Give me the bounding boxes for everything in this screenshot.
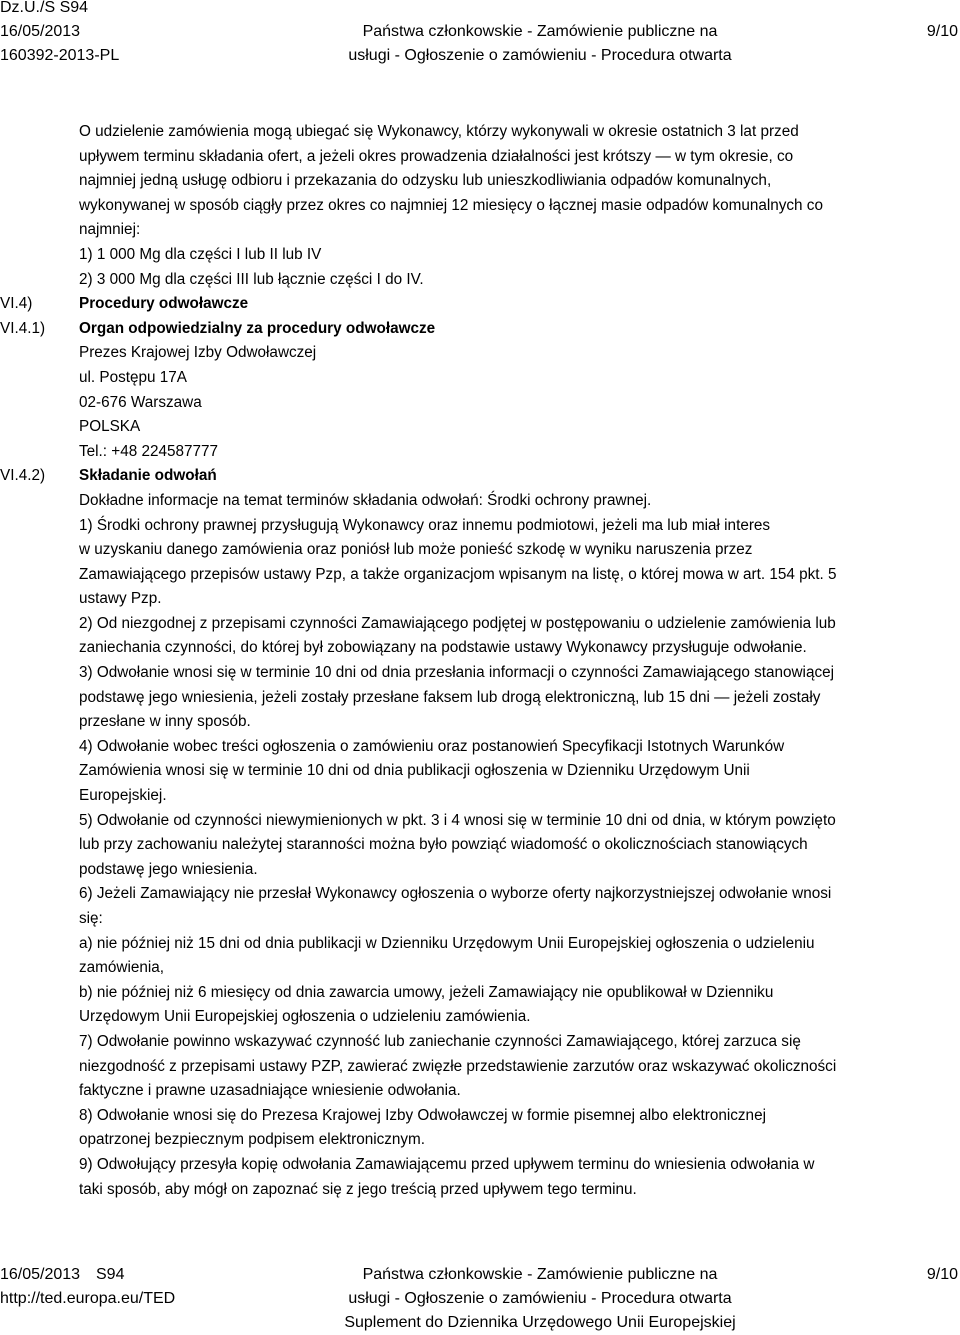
footer-title-line3: Suplement do Dziennika Urzędowego Unii Europejskiej [344, 1314, 736, 1331]
text-line: 5) Odwołanie od czynności niewymienionych w pkt. 3 i 4 wnosi się w terminie 10 dni od dnia, w którym powzięto [79, 811, 836, 829]
header-title-line1: Państwa członkowskie - Zamówienie publiczne na [362, 23, 718, 40]
section-heading: Procedury odwoławcze [79, 295, 249, 313]
section-heading: Organ odpowiedzialny za procedury odwoławcze [79, 319, 436, 337]
section-vi4 [0, 292, 960, 317]
text-line: Urzędowym Unii Europejskiej ogłoszenia o udzieleniu zamówienia. [79, 1008, 531, 1026]
text-line: 2) Od niezgodnej z przepisami czynności Zamawiającego podjętej w postępowaniu o udzielenie zamówienia lub [79, 614, 836, 632]
text-line: Zamówienia wnosi się w terminie 10 dni od dnia publikacji ogłoszenia w Dzienniku Urzędowym Unii [79, 762, 750, 780]
footer-date: 16/05/2013 [0, 1266, 81, 1283]
text-line: lub przy zachowaniu należytej staranności można było powziąć wiadomość o okolicznościach stanowiących [79, 836, 808, 854]
ted-link[interactable]: http://ted.europa.eu/TED [0, 1290, 176, 1307]
footer-title-line2: usługi - Ogłoszenie o zamówieniu - Procedura otwarta [348, 1290, 732, 1307]
organization-name: Prezes Krajowej Izby Odwoławczej [79, 344, 317, 362]
text-line: 1) 1 000 Mg dla części I lub II lub IV [79, 245, 322, 263]
text-line: 2) 3 000 Mg dla części III lub łącznie części I do IV. [79, 270, 424, 288]
section-heading: Składanie odwołań [79, 467, 217, 485]
text-line: się: [79, 910, 103, 927]
section-number: VI.4) [0, 295, 33, 313]
text-line: podstawę jego wniesienia, jeżeli zostały przesłane faksem lub drogą elektroniczną, lub 15 dni — jeżeli zostały [79, 688, 821, 706]
text-line: b) nie później niż 6 miesięcy od dnia zawarcia umowy, jeżeli Zamawiający nie opublikował w Dzienniku [79, 983, 774, 1001]
telephone: Tel.: +48 224587777 [79, 442, 219, 460]
section-vi41 [0, 317, 960, 465]
section-number: VI.4.1) [0, 319, 46, 337]
text-line: a) nie później niż 15 dni od dnia publikacji w Dzienniku Urzędowym Unii Europejskiej ogłoszenia o udzieleniu [79, 934, 815, 952]
text-line: 4) Odwołanie wobec treści ogłoszenia o zamówieniu oraz postanowień Specyfikacji Istotnych Warunków [79, 737, 785, 755]
text-line: taki sposób, aby mógł on zapoznać się z jego treścią przed upływem tego terminu. [79, 1180, 637, 1198]
text-line: Dokładne informacje na temat terminów składania odwołań: Środki ochrony prawnej. [79, 491, 652, 509]
qualification-paragraph [0, 120, 960, 292]
section-number: VI.4.2) [0, 467, 46, 485]
text-line: 3) Odwołanie wnosi się w terminie 10 dni od dnia przesłania informacji o czynności Zamawiającego stanowiącej [79, 664, 835, 682]
text-line: w uzyskaniu danego zamówienia oraz poniósł lub może ponieść szkodę w wyniku naruszenia przez [79, 541, 753, 559]
text-line: upływem terminu składania ofert, a jeżeli okres prowadzenia działalności jest krótszy — w tym okresie, co [79, 147, 794, 165]
text-line: zaniechania czynności, do której był zobowiązany na podstawie ustawy Wykonawcy przysługuje odwołanie. [79, 639, 807, 657]
text-line: najmniej jedną usługę odbioru i przekazania do odzysku lub unieszkodliwiania odpadów komunalnych, [79, 172, 772, 190]
page-footer [0, 1263, 960, 1335]
header-page-number: 9/10 [926, 23, 958, 40]
text-line: 8) Odwołanie wnosi się do Prezesa Krajowej Izby Odwoławczej w formie pisemnej albo elektronicznej [79, 1106, 766, 1124]
text-line: faktyczne i prawne uzasadniające wniesienie odwołania. [79, 1082, 461, 1100]
city-postcode: 02-676 Warszawa [79, 393, 202, 411]
text-line: 1) Środki ochrony prawnej przysługują Wykonawcy oraz innemu podmiotowi, jeżeli ma lub miał interes [79, 516, 771, 534]
header-title-line2: usługi - Ogłoszenie o zamówieniu - Procedura otwarta [348, 47, 732, 64]
page-header [0, 0, 960, 68]
text-line: zamówienia, [79, 959, 165, 977]
text-line: wykonywanej w sposób ciągły przez okres co najmniej 12 miesięcy o łącznej masie odpadów komunalnych co [79, 196, 823, 214]
footer-title-line1: Państwa członkowskie - Zamówienie publiczne na [362, 1266, 718, 1283]
text-line: podstawę jego wniesienia. [79, 860, 258, 878]
street-address: ul. Postępu 17A [79, 368, 188, 386]
text-line: niezgodność z przepisami ustawy PZP, zawierać zwięzłe przedstawienie zarzutów oraz wskazywać okoliczności [79, 1057, 837, 1075]
text-line: O udzielenie zamówienia mogą ubiegać się Wykonawcy, którzy wykonywali w okresie ostatnich 3 lat przed [79, 123, 799, 140]
document-body [0, 120, 960, 1202]
footer-code: S94 [96, 1266, 125, 1283]
text-line: najmniej: [79, 221, 141, 239]
country: POLSKA [79, 418, 141, 436]
text-line: 9) Odwołujący przesyła kopię odwołania Zamawiającemu przed upływem terminu do wniesienia odwołania w [79, 1155, 815, 1173]
header-date: 16/05/2013 [0, 23, 81, 40]
doc-id: 160392-2013-PL [0, 47, 120, 64]
text-line: ustawy Pzp. [79, 590, 162, 608]
journal-ref: Dz.U./S S94 [0, 0, 89, 16]
text-line: przesłane w inny sposób. [79, 713, 251, 731]
text-line: 7) Odwołanie powinno wskazywać czynność lub zaniechanie czynności Zamawiającego, której zarzuca się [79, 1032, 801, 1050]
section-vi42 [0, 464, 960, 1202]
footer-page-number: 9/10 [926, 1266, 958, 1283]
text-line: 6) Jeżeli Zamawiający nie przesłał Wykonawcy ogłoszenia o wyborze oferty najkorzystniejszej odwołanie wnosi [79, 885, 832, 903]
text-line: Europejskiej. [79, 787, 167, 805]
text-line: Zamawiającego przepisów ustawy Pzp, a także organizacjom wpisanym na listę, o której mowa w art. 154 pkt. 5 [79, 565, 837, 583]
text-line: opatrzonej bezpiecznym podpisem elektronicznym. [79, 1131, 426, 1149]
